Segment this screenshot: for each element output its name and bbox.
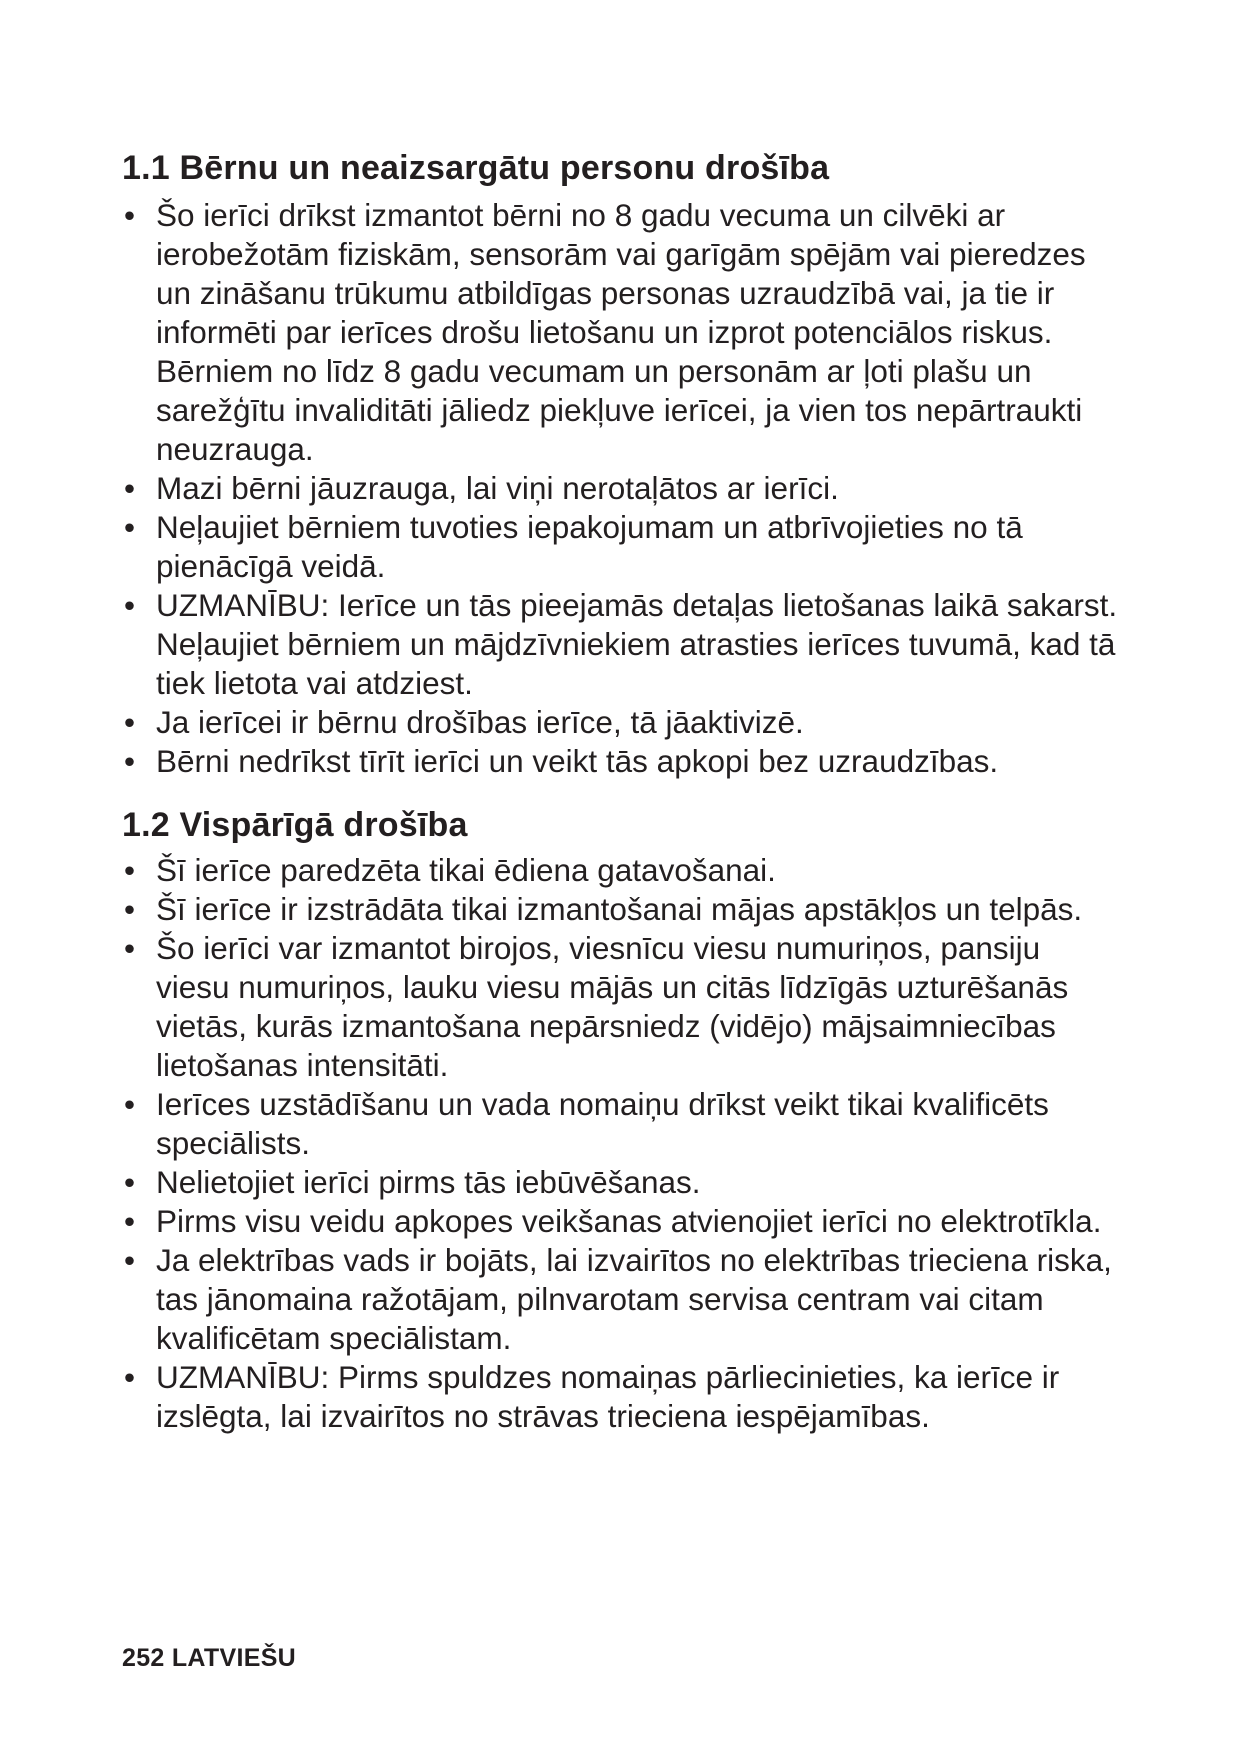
list-item — [122, 742, 1122, 781]
list-item — [122, 929, 1122, 1085]
bullet-icon: • — [124, 587, 136, 623]
section-heading: 1.1 Bērnu un neaizsargātu personu drošība — [122, 149, 830, 187]
list-item — [122, 1358, 1122, 1436]
bullet-icon: • — [124, 197, 136, 233]
bullet-icon: • — [124, 1242, 136, 1278]
list-item — [122, 469, 1122, 508]
list-item — [122, 508, 1122, 586]
list-item — [122, 890, 1122, 929]
bullet-icon: • — [124, 743, 136, 779]
list-item-text: Šī ierīce paredzēta tikai ēdiena gatavošanai. — [156, 852, 776, 888]
list-item-text: Pirms visu veidu apkopes veikšanas atvienojiet ierīci no elektrotīkla. — [156, 1203, 1102, 1239]
list-item — [122, 703, 1122, 742]
list-item-text: Šī ierīce ir izstrādāta tikai izmantošanai mājas apstākļos un telpās. — [156, 891, 1083, 927]
list-item-text: UZMANĪBU: Pirms spuldzes nomaiņas pārliecinieties, ka ierīce ir izslēgta, lai izvairītos no strāvas trieciena iespējamības. — [156, 1359, 1060, 1434]
list-item-text: Ja ierīcei ir bērnu drošības ierīce, tā jāaktivizē. — [156, 704, 804, 740]
list-item-text: Ja elektrības vads ir bojāts, lai izvairītos no elektrības trieciena riska, tas jānomaina ražotājam, pilnvarotam servisa centram vai citam kvalificētam speciālistam. — [156, 1242, 1112, 1356]
bullet-icon: • — [124, 470, 136, 506]
bullet-icon: • — [124, 704, 136, 740]
list-item-text: Bērni nedrīkst tīrīt ierīci un veikt tās apkopi bez uzraudzības. — [156, 743, 999, 779]
bullet-icon: • — [124, 891, 136, 927]
list-item-text: Ierīces uzstādīšanu un vada nomaiņu drīkst veikt tikai kvalificēts speciālists. — [156, 1086, 1049, 1161]
list-item — [122, 1202, 1122, 1241]
bullet-icon: • — [124, 1203, 136, 1239]
list-item — [122, 586, 1122, 703]
list-item-text: UZMANĪBU: Ierīce un tās pieejamās detaļas lietošanas laikā sakarst. Neļaujiet bērniem un mājdzīvniekiem atrasties ierīces tuvumā, kad tā tiek lietota vai atdziest. — [156, 587, 1118, 701]
list-item-text: Neļaujiet bērniem tuvoties iepakojumam un atbrīvojieties no tā pienācīgā veidā. — [156, 509, 1023, 584]
list-item — [122, 1163, 1122, 1202]
bullet-icon: • — [124, 1164, 136, 1200]
list-item-text: Šo ierīci var izmantot birojos, viesnīcu viesu numuriņos, pansiju viesu numuriņos, lauku viesu mājās un citās līdzīgās uzturēšanās vietās, kurās izmantošana nepārsniedz (vidējo) mājsaimniecības lietošanas intensitāti. — [156, 930, 1069, 1083]
list-item — [122, 196, 1122, 469]
bullet-icon: • — [124, 1086, 136, 1122]
document-page — [122, 148, 1122, 1436]
section-general-safety — [122, 805, 1122, 1436]
list-item — [122, 1241, 1122, 1358]
section-children-safety — [122, 148, 1122, 781]
page-footer: 252 LATVIEŠU — [122, 1644, 297, 1672]
section-heading: 1.2 Vispārīgā drošība — [122, 806, 468, 844]
bullet-icon: • — [124, 852, 136, 888]
bullet-icon: • — [124, 509, 136, 545]
list-item-text: Mazi bērni jāuzrauga, lai viņi nerotaļātos ar ierīci. — [156, 470, 839, 506]
list-item — [122, 851, 1122, 890]
bullet-list — [122, 196, 1122, 781]
list-item-text: Šo ierīci drīkst izmantot bērni no 8 gadu vecuma un cilvēki ar ierobežotām fiziskām, sensorām vai garīgām spējām vai pieredzes un zināšanu trūkumu atbildīgas personas uzraudzībā vai, ja tie ir informēti par ierīces drošu lietošanu un izprot potenciālos riskus. Bērniem no līdz 8 gadu vecumam un personām ar ļoti plašu un sarežģītu invaliditāti jāliedz piekļuve ierīcei, ja vien tos nepārtraukti neuzrauga. — [156, 197, 1086, 467]
bullet-list — [122, 851, 1122, 1436]
bullet-icon: • — [124, 1359, 136, 1395]
bullet-icon: • — [124, 930, 136, 966]
list-item-text: Nelietojiet ierīci pirms tās iebūvēšanas. — [156, 1164, 701, 1200]
list-item — [122, 1085, 1122, 1163]
